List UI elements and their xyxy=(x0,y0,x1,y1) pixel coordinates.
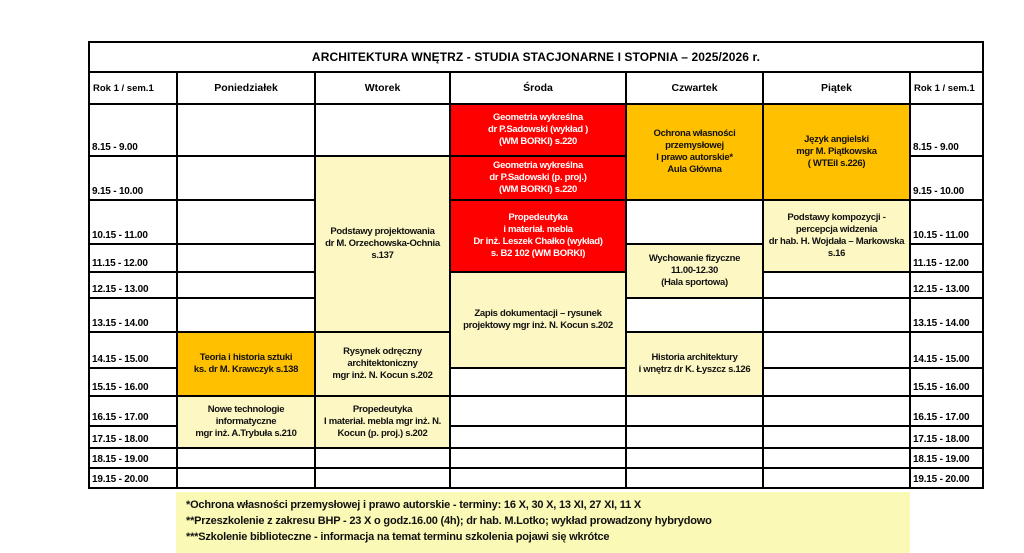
course-rysunek-odreczny-architektoniczny xyxy=(316,333,449,395)
course-text-line: Rysynek odręczny xyxy=(343,345,422,357)
header-day-thursday: Czwartek xyxy=(627,73,762,103)
time-slot-right: 15.15 - 16.00 xyxy=(911,369,982,395)
course-podstawy-projektowania xyxy=(316,157,449,331)
empty-slot-cell xyxy=(627,397,762,425)
page-title: ARCHITEKTURA WNĘTRZ - STUDIA STACJONARNE I STOPNIA – 2025/2026 r. xyxy=(90,43,982,71)
course-text-line: Geometria wykreślna xyxy=(493,159,583,171)
empty-slot-cell xyxy=(178,105,314,155)
empty-slot-cell xyxy=(627,427,762,447)
course-propedeutyka-material-mebla-wyklad xyxy=(451,201,625,271)
course-text-line: ( WTEiI s.226) xyxy=(807,158,866,170)
header-day-friday: Piątek xyxy=(764,73,909,103)
empty-slot-cell xyxy=(764,273,909,297)
header-rok-sem-right: Rok 1 / sem.1 xyxy=(911,73,982,103)
empty-slot-cell xyxy=(178,201,314,243)
header-day-tuesday: Wtorek xyxy=(316,73,449,103)
time-slot-left: 9.15 - 10.00 xyxy=(90,157,176,199)
time-slot-left: 17.15 - 18.00 xyxy=(90,427,176,447)
empty-slot-cell xyxy=(451,469,625,487)
empty-slot-cell xyxy=(627,469,762,487)
course-text-line: Wychowanie fizyczne xyxy=(648,252,741,264)
footnote-line: ***Szkolenie biblioteczne - informacja na temat terminu szkolenia pojawi się wkrótce xyxy=(186,531,610,543)
header-day-monday: Poniedziałek xyxy=(178,73,314,103)
course-text-line: dr hab. H. Wojdała – Markowska xyxy=(768,236,905,247)
course-text-line: Kocun (p. proj.) s.202 xyxy=(337,428,428,440)
course-text-line: mgr M. Piątkowska xyxy=(796,145,877,157)
empty-slot-cell xyxy=(627,299,762,331)
time-slot-left: 8.15 - 9.00 xyxy=(90,105,176,155)
header-rok-sem-left: Rok 1 / sem.1 xyxy=(90,73,176,103)
empty-slot-cell xyxy=(178,469,314,487)
time-slot-right: 14.15 - 15.00 xyxy=(911,333,982,367)
course-text-line: architektoniczny xyxy=(347,357,418,369)
course-geometria-wykreslna-proj xyxy=(451,157,625,199)
course-text-line: mgr inż. N. Kocun s.202 xyxy=(332,370,433,382)
course-text-line: Propedeutyka xyxy=(352,403,413,415)
empty-slot-cell xyxy=(627,449,762,467)
course-text-line: projektowy mgr inż. N. Kocun s.202 xyxy=(463,320,613,331)
course-text-line: informatyczne xyxy=(215,415,277,427)
course-ochrona-wlasnosci-przemyslowej xyxy=(627,105,762,199)
course-text-line: Podstawy projektowania xyxy=(330,225,435,237)
empty-slot-cell xyxy=(316,105,449,155)
footnotes xyxy=(176,492,910,553)
empty-slot-cell xyxy=(764,333,909,367)
time-slot-right: 12.15 - 13.00 xyxy=(911,273,982,297)
empty-slot-cell xyxy=(316,469,449,487)
course-text-line: dr P.Sadowski (wykład ) xyxy=(487,123,589,135)
footnote-line: *Ochrona własności przemysłowej i prawo autorskie - terminy: 16 X, 30 X, 13 XI, 27 XI, 11 X xyxy=(186,499,641,511)
time-slot-right: 10.15 - 11.00 xyxy=(911,201,982,243)
empty-slot-cell xyxy=(764,299,909,331)
time-slot-left: 11.15 - 12.00 xyxy=(90,245,176,271)
time-slot-left: 14.15 - 15.00 xyxy=(90,333,176,367)
time-slot-right: 17.15 - 18.00 xyxy=(911,427,982,447)
course-text-line: Zapis dokumentacji – rysunek xyxy=(474,307,602,319)
course-propedeutyka-material-mebla-proj xyxy=(316,397,449,447)
time-slot-left: 15.15 - 16.00 xyxy=(90,369,176,395)
course-text-line: (WM BORKI) s.220 xyxy=(498,136,578,148)
time-slot-right: 13.15 - 14.00 xyxy=(911,299,982,331)
course-text-line: s.16 xyxy=(827,248,846,260)
empty-slot-cell xyxy=(451,449,625,467)
course-geometria-wykreslna-wyklad xyxy=(451,105,625,155)
empty-slot-cell xyxy=(451,369,625,395)
time-slot-right: 9.15 - 10.00 xyxy=(911,157,982,199)
empty-slot-cell xyxy=(178,449,314,467)
course-text-line: I prawo autorskie* xyxy=(656,152,733,163)
course-text-line: (Hala sportowa) xyxy=(661,277,728,289)
course-text-line: s. B2 102 (WM BORKI) xyxy=(490,248,586,260)
course-zapis-dokumentacji xyxy=(451,273,625,367)
course-nowe-technologie-informatyczne xyxy=(178,397,314,447)
course-text-line: Nowe technologie xyxy=(207,403,285,415)
course-text-line: Dr inż. Leszek Chałko (wykład) xyxy=(473,236,603,247)
course-text-line: percepcja widzenia xyxy=(795,223,878,235)
timetable-grid xyxy=(88,41,984,489)
empty-slot-cell xyxy=(316,449,449,467)
course-text-line: dr P.Sadowski (p. proj.) xyxy=(489,171,587,183)
empty-slot-cell xyxy=(764,449,909,467)
time-slot-left: 19.15 - 20.00 xyxy=(90,469,176,487)
course-historia-architektury xyxy=(627,333,762,395)
course-text-line: I materiał. mebla mgr inż. N. xyxy=(324,415,441,427)
header-day-wednesday: Środa xyxy=(451,73,625,103)
empty-slot-cell xyxy=(764,427,909,447)
time-slot-left: 10.15 - 11.00 xyxy=(90,201,176,243)
footnote-line: **Przeszkolenie z zakresu BHP - 23 X o godz.16.00 (4h); dr hab. M.Lotko; wykład prowadzony hybrydowo xyxy=(186,515,712,527)
time-slot-left: 13.15 - 14.00 xyxy=(90,299,176,331)
time-slot-left: 18.15 - 19.00 xyxy=(90,449,176,467)
empty-slot-cell xyxy=(178,299,314,331)
course-text-line: Język angielski xyxy=(804,133,869,145)
course-text-line: Historia architektury xyxy=(651,351,738,363)
empty-slot-cell xyxy=(627,201,762,243)
time-slot-left: 16.15 - 17.00 xyxy=(90,397,176,425)
empty-slot-cell xyxy=(764,469,909,487)
time-slot-left: 12.15 - 13.00 xyxy=(90,273,176,297)
time-slot-right: 19.15 - 20.00 xyxy=(911,469,982,487)
course-text-line: Propedeutyka xyxy=(508,211,568,223)
course-text-line: przemysłowej xyxy=(665,139,724,151)
course-text-line: Aula Główna xyxy=(667,164,722,176)
course-jezyk-angielski xyxy=(764,105,909,199)
course-text-line: ks. dr M. Krawczyk s.138 xyxy=(193,364,299,375)
course-text-line: Geometria wykreślna xyxy=(493,111,583,123)
course-text-line: mgr inż. A.Trybuła s.210 xyxy=(195,428,297,440)
empty-slot-cell xyxy=(764,369,909,395)
course-text-line: Teoria i historia sztuki xyxy=(199,351,293,363)
course-text-line: s.137 xyxy=(371,250,394,262)
empty-slot-cell xyxy=(764,397,909,425)
course-teoria-i-historia-sztuki xyxy=(178,333,314,395)
empty-slot-cell xyxy=(451,427,625,447)
course-text-line: i wnętrz dr K. Łyszcz s.126 xyxy=(638,364,751,375)
empty-slot-cell xyxy=(178,157,314,199)
empty-slot-cell xyxy=(178,273,314,297)
course-text-line: Podstawy kompozycji - xyxy=(787,211,886,223)
time-slot-right: 8.15 - 9.00 xyxy=(911,105,982,155)
course-text-line: i materiał. mebla xyxy=(503,223,573,235)
course-podstawy-kompozycji xyxy=(764,201,909,271)
course-wychowanie-fizyczne xyxy=(627,245,762,297)
course-text-line: Ochrona własności xyxy=(653,127,736,139)
empty-slot-cell xyxy=(451,397,625,425)
course-text-line: (WM BORKI) s.220 xyxy=(498,184,578,196)
time-slot-right: 18.15 - 19.00 xyxy=(911,449,982,467)
time-slot-right: 16.15 - 17.00 xyxy=(911,397,982,425)
time-slot-right: 11.15 - 12.00 xyxy=(911,245,982,271)
empty-slot-cell xyxy=(178,245,314,271)
course-text-line: 11.00-12.30 xyxy=(671,264,718,276)
course-text-line: dr M. Orzechowska-Ochnia xyxy=(325,237,440,249)
